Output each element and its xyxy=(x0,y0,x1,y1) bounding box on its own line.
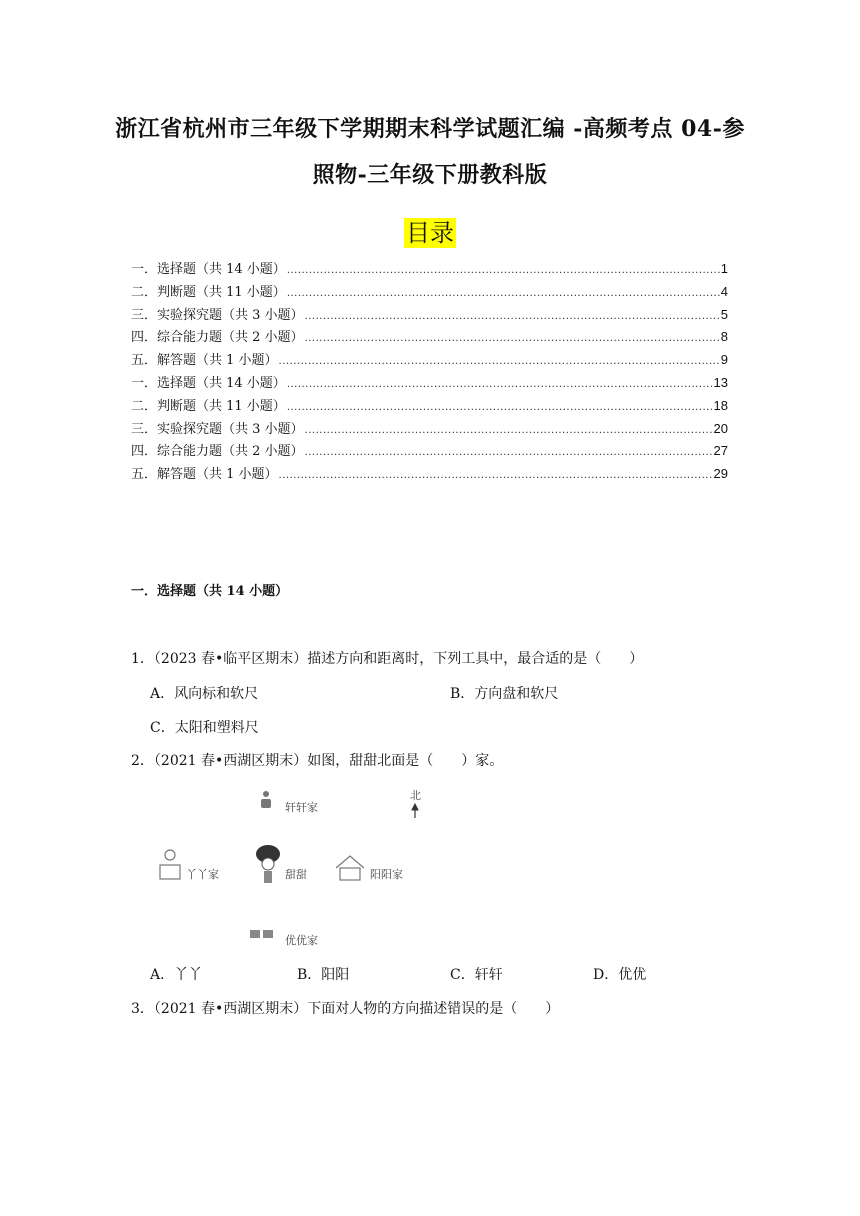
direction-figure xyxy=(150,780,440,955)
toc-leader-dots xyxy=(287,402,713,413)
toc-entry-page: 27 xyxy=(713,443,728,459)
section-heading: 一．选择题（共 14 小题） xyxy=(131,584,289,599)
question-1-option-b[interactable]: B．方向盘和软尺 xyxy=(450,686,559,702)
label-youyou-home: 优优家 xyxy=(285,934,318,947)
toc-entry[interactable] xyxy=(131,326,728,349)
document-title xyxy=(100,106,760,198)
flower-icon xyxy=(250,930,273,938)
question-2-option-a[interactable]: A．丫丫 xyxy=(150,967,203,983)
toc-entry[interactable] xyxy=(131,463,728,486)
house-icon xyxy=(160,850,180,879)
toc-entry[interactable] xyxy=(131,349,728,372)
toc-leader-dots xyxy=(305,333,720,344)
north-arrow-icon xyxy=(412,804,418,818)
label-xuanxuan-home: 轩轩家 xyxy=(285,801,318,814)
toc-entry-label: 五．解答题（共 1 小题） xyxy=(131,467,278,483)
toc-entry-page: 5 xyxy=(720,306,728,322)
toc-heading-text: 目录 xyxy=(406,219,454,247)
toc-entry[interactable] xyxy=(131,440,728,463)
toc-leader-dots xyxy=(287,379,713,390)
label-yangyang-home: 阳阳家 xyxy=(370,868,403,881)
person-icon xyxy=(261,791,271,808)
toc-leader-dots xyxy=(287,265,720,276)
toc-entry-page: 1 xyxy=(720,261,728,276)
table-of-contents xyxy=(131,258,728,486)
toc-leader-dots xyxy=(305,447,713,458)
question-2-text: 2．（2021 春•西湖区期末）如图，甜甜北面是（ ）家。 xyxy=(131,753,504,769)
question-2-option-c[interactable]: C．轩轩 xyxy=(450,967,503,983)
question-1-option-a[interactable]: A．风向标和软尺 xyxy=(150,686,259,702)
toc-entry-label: 三．实验探究题（共 3 小题） xyxy=(131,307,304,323)
toc-entry-page: 20 xyxy=(713,420,728,436)
toc-entry-page: 13 xyxy=(713,374,728,390)
toc-entry-page: 9 xyxy=(720,352,728,368)
toc-entry[interactable] xyxy=(131,281,728,304)
toc-entry-label: 二．判断题（共 11 小题） xyxy=(131,398,286,414)
toc-entry[interactable] xyxy=(131,304,728,327)
toc-leader-dots xyxy=(279,470,713,481)
toc-entry-label: 一．选择题（共 14 小题） xyxy=(131,375,286,391)
toc-entry-page: 18 xyxy=(713,397,728,413)
toc-entry[interactable] xyxy=(131,395,728,418)
toc-entry-page: 29 xyxy=(713,466,728,482)
toc-leader-dots xyxy=(279,356,720,367)
toc-entry-label: 五．解答题（共 1 小题） xyxy=(131,353,278,369)
toc-entry-label: 四．综合能力题（共 2 小题） xyxy=(131,330,304,346)
question-3-text: 3．（2021 春•西湖区期末）下面对人物的方向描述错误的是（ ） xyxy=(131,1001,560,1017)
girl-icon xyxy=(256,845,280,883)
label-yaya-home: 丫丫家 xyxy=(186,868,219,881)
toc-entry-label: 二．判断题（共 11 小题） xyxy=(131,284,286,300)
question-1-text: 1．（2023 春•临平区期末）描述方向和距离时，下列工具中，最合适的是（ ） xyxy=(131,651,644,667)
label-north: 北 xyxy=(410,789,421,802)
house-icon xyxy=(336,856,364,880)
question-2-option-b[interactable]: B．阳阳 xyxy=(297,967,350,983)
title-line-1: 浙江省杭州市三年级下学期期末科学试题汇编 -高频考点 04-参 xyxy=(115,116,745,142)
toc-entry[interactable] xyxy=(131,418,728,441)
label-tiantian: 甜甜 xyxy=(285,868,307,881)
toc-heading xyxy=(0,217,860,249)
toc-entry-page: 4 xyxy=(720,283,728,299)
toc-entry-label: 四．综合能力题（共 2 小题） xyxy=(131,444,304,460)
toc-entry[interactable] xyxy=(131,372,728,395)
question-1-option-c[interactable]: C．太阳和塑料尺 xyxy=(150,720,259,736)
toc-leader-dots xyxy=(305,311,720,322)
toc-entry[interactable] xyxy=(131,258,728,281)
title-line-2: 照物-三年级下册教科版 xyxy=(312,162,548,188)
toc-entry-label: 三．实验探究题（共 3 小题） xyxy=(131,421,304,437)
toc-entry-page: 8 xyxy=(720,329,728,345)
toc-entry-label: 一．选择题（共 14 小题） xyxy=(131,262,286,277)
toc-leader-dots xyxy=(287,288,720,299)
question-2-option-d[interactable]: D．优优 xyxy=(593,967,647,983)
toc-leader-dots xyxy=(305,425,713,436)
